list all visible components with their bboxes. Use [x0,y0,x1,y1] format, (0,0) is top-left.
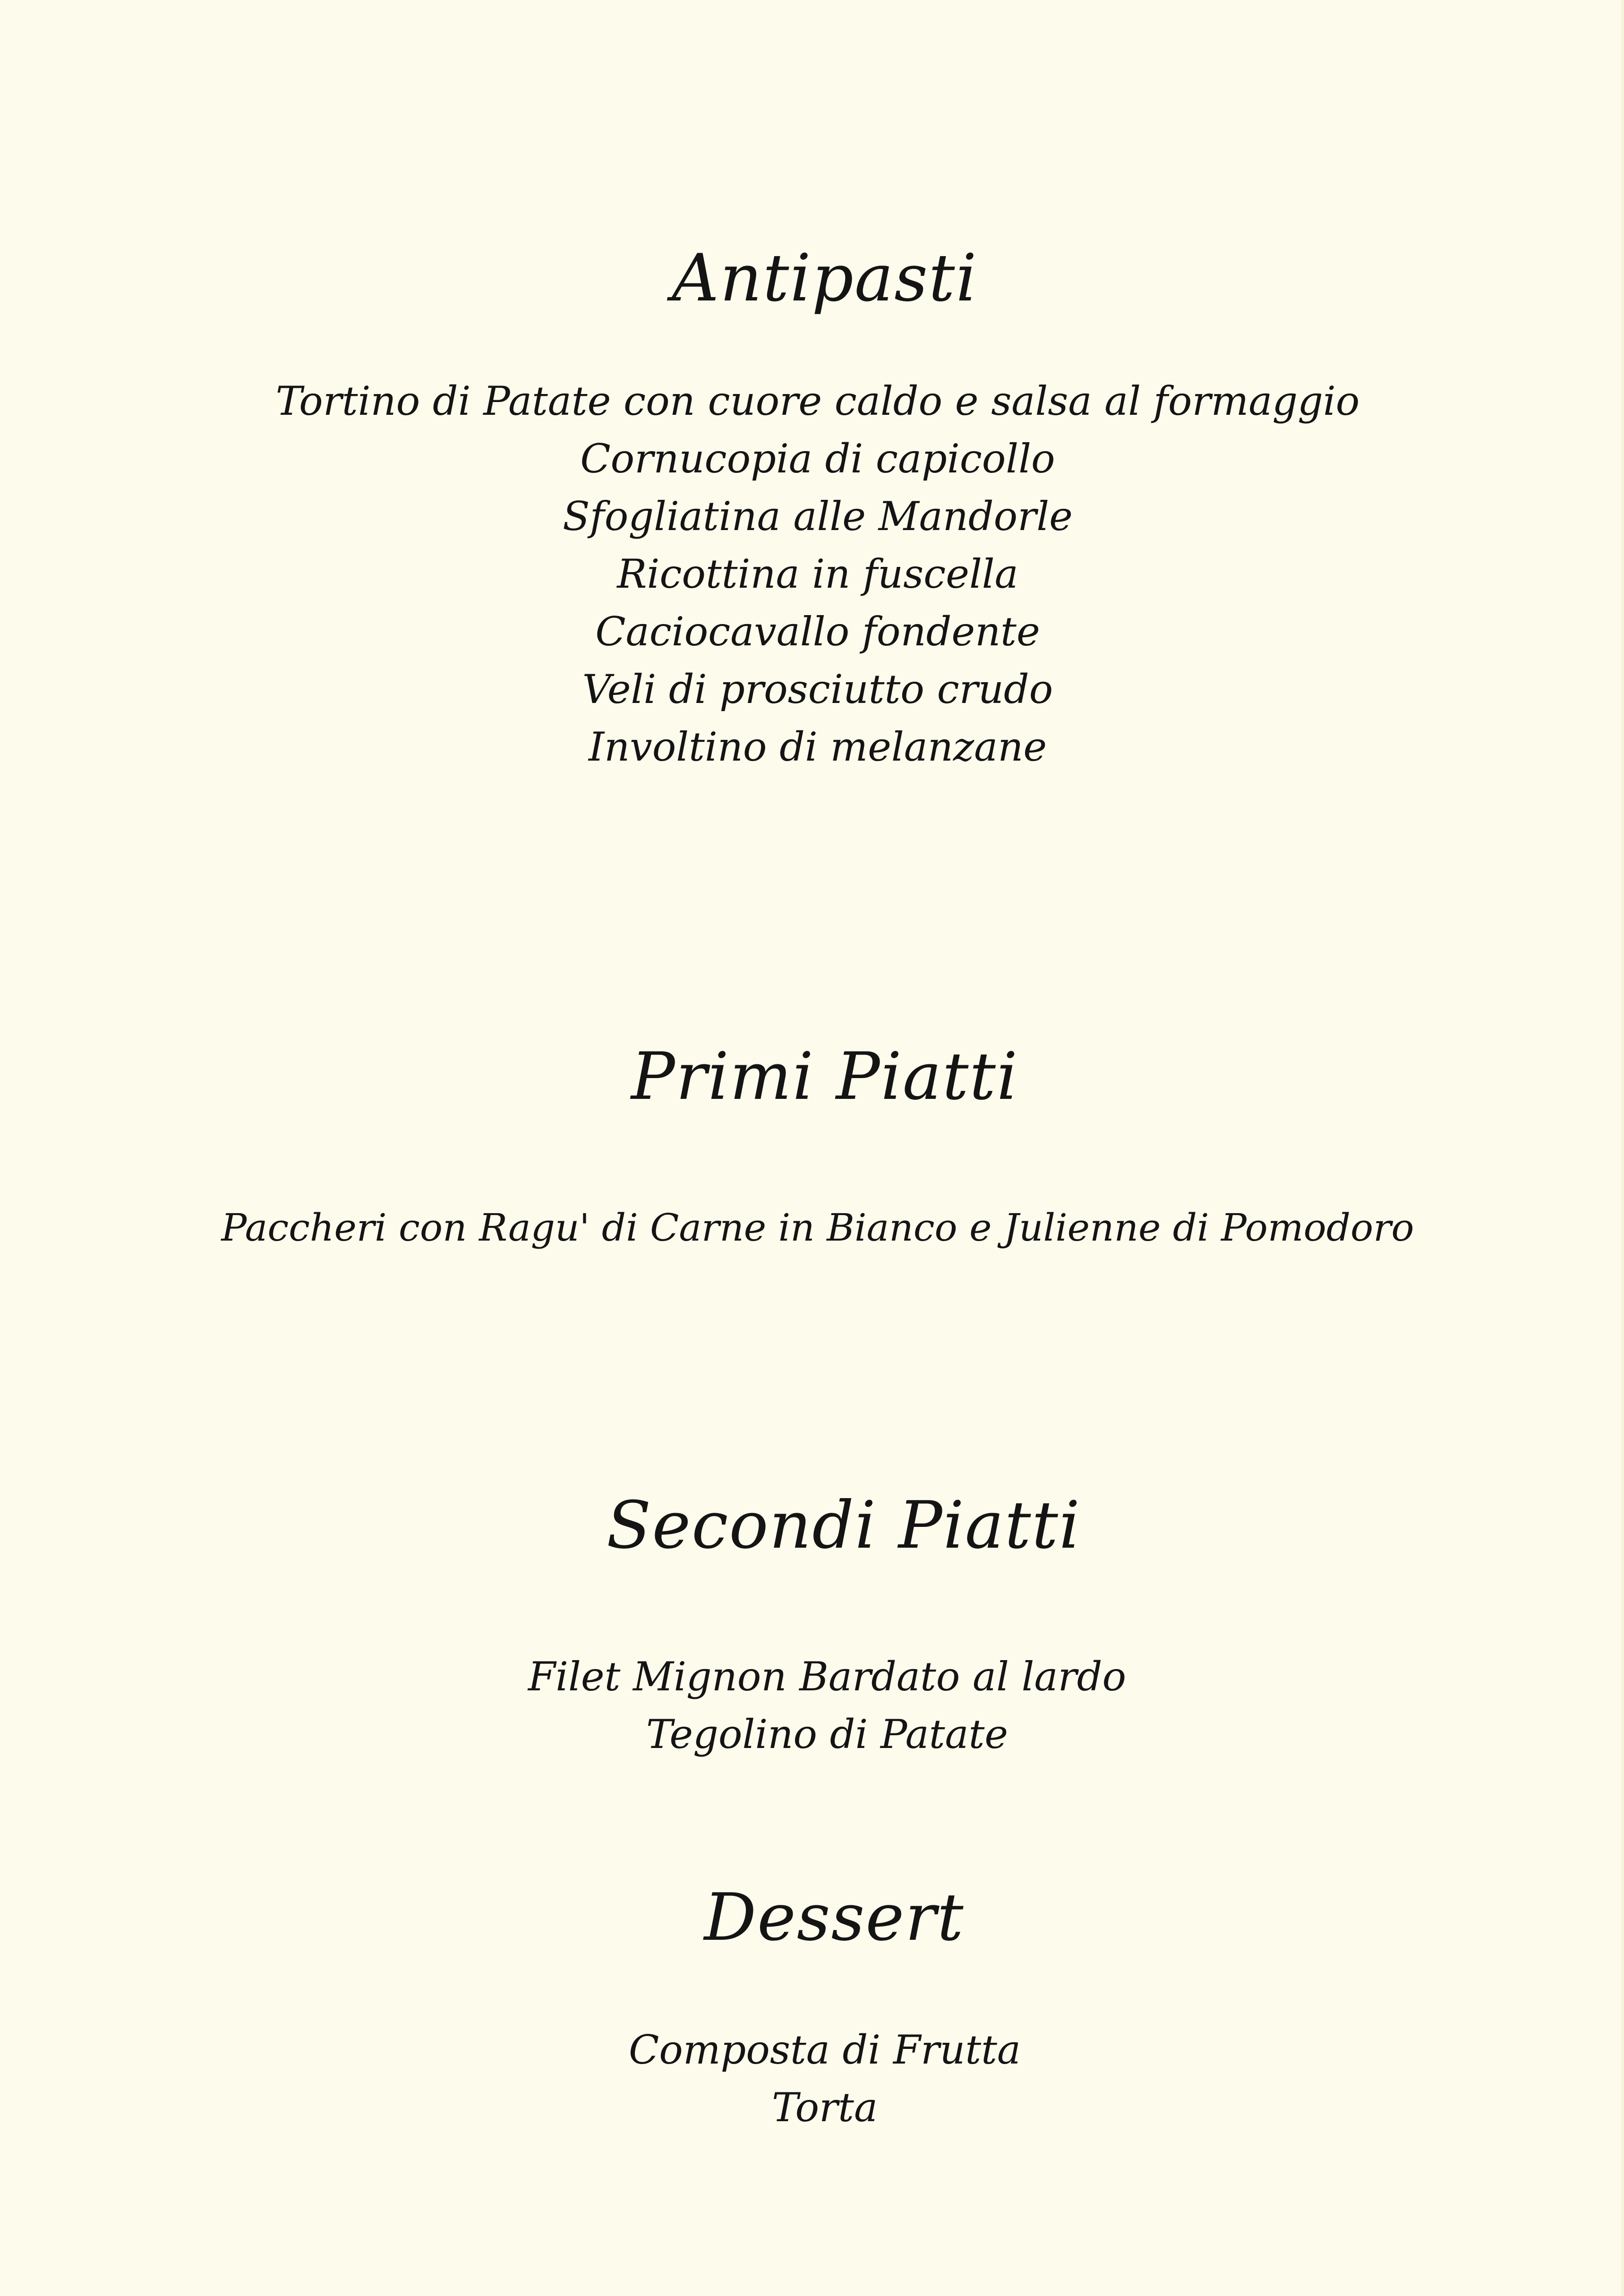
section-primi-piatti [0,1038,1624,1257]
menu-item: Tortino di Patate con cuore caldo e salsa al formaggio [275,378,1360,424]
section-heading-antipasti: Antipasti [672,240,978,316]
section-secondi-piatti [0,1487,1624,1763]
menu-item: Cornucopia di capicollo [580,436,1055,482]
secondi-list [33,1648,1624,1763]
menu-item: Torta [771,2084,878,2131]
section-antipasti [0,240,1624,776]
menu-item: Sfogliatina alle Mandorle [563,493,1073,540]
section-dessert [0,1879,1624,2136]
section-heading-secondi-piatti: Secondi Piatti [606,1487,1081,1563]
menu-item: Veli di prosciutto crudo [582,666,1053,712]
menu-item: Involtino di melanzane [588,724,1047,770]
menu-item: Filet Mignon Bardato al lardo [528,1653,1127,1700]
menu-item: Composta di Frutta [629,2027,1021,2073]
dessert-list [24,2021,1624,2136]
menu-item: Ricottina in fuscella [617,551,1018,597]
menu-item: Paccheri con Ragu' di Carne in Bianco e Julienne di Pomodoro [221,1206,1414,1250]
section-heading-primi-piatti: Primi Piatti [631,1038,1019,1114]
primi-list [14,1199,1624,1257]
section-heading-dessert: Dessert [704,1879,965,1955]
menu-item: Tegolino di Patate [646,1711,1009,1757]
antipasti-list [14,372,1624,776]
menu-item: Caciocavallo fondente [595,608,1040,655]
